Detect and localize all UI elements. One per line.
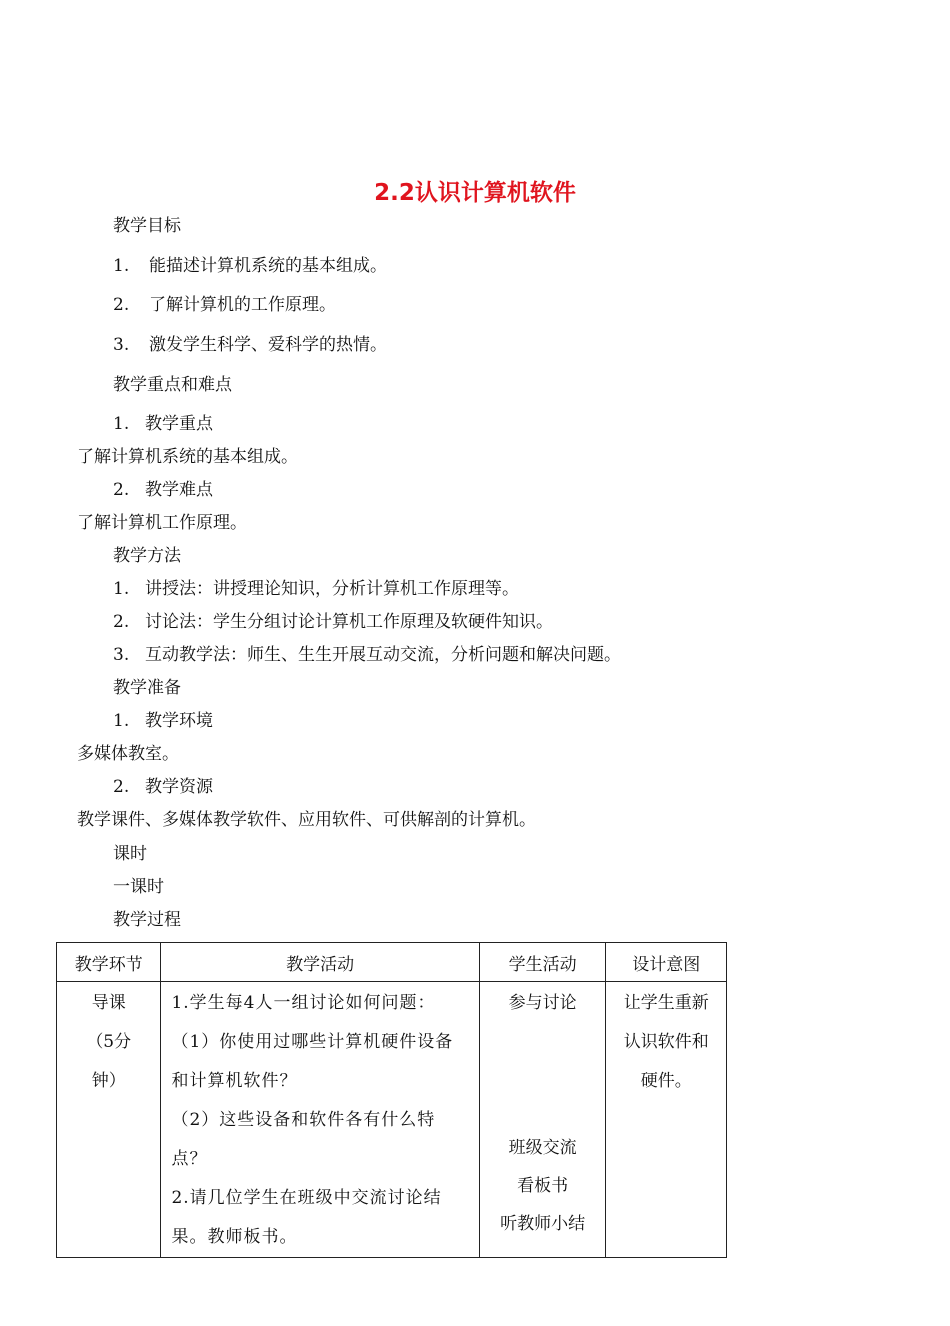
item-number: 1.: [113, 711, 130, 731]
column-header: 教学活动: [161, 943, 479, 982]
item-text: 教学环境: [145, 711, 213, 731]
student-activity-line: 听教师小结: [500, 1214, 586, 1234]
key-point-detail: 了解计算机工作原理。: [77, 513, 247, 533]
stage-cell: [57, 982, 161, 1258]
objective-item: [113, 335, 387, 355]
item-number: 2.: [113, 295, 130, 315]
key-point-label: [113, 414, 213, 434]
item-number: 3.: [113, 335, 130, 355]
stage-line: 钟）: [91, 1071, 126, 1091]
item-number: 1.: [113, 579, 130, 599]
process-table: [56, 942, 727, 1258]
activity-line: （1）你使用过哪些计算机硬件设备: [171, 1032, 454, 1052]
method-item: [113, 579, 519, 599]
item-text: 教学重点: [145, 414, 213, 434]
stage-line: （5分: [86, 1032, 132, 1052]
design-line: 硬件。: [640, 1071, 692, 1091]
design-intent-cell: [606, 982, 727, 1258]
preparation-heading: 教学准备: [113, 678, 181, 698]
design-line: 认识软件和: [623, 1032, 709, 1052]
key-point-detail: 了解计算机系统的基本组成。: [77, 447, 298, 467]
preparation-label: [113, 711, 213, 731]
process-heading: 教学过程: [113, 910, 181, 930]
item-text: 了解计算机的工作原理。: [149, 295, 336, 315]
column-header: 学生活动: [479, 943, 606, 982]
hours-heading: 课时: [113, 844, 147, 864]
activity-line: 1.学生每4人一组讨论如何问题：: [171, 993, 436, 1013]
activity-cell: [161, 982, 479, 1258]
activity-line: 点？: [171, 1149, 208, 1169]
item-text: 讲授法：讲授理论知识，分析计算机工作原理等。: [145, 579, 519, 599]
student-activity-cell: [479, 982, 606, 1258]
activity-line: 和计算机软件？: [171, 1071, 298, 1091]
activity-line: 2.请几位学生在班级中交流讨论结: [171, 1188, 442, 1208]
item-number: 2.: [113, 777, 130, 797]
objective-item: [113, 256, 387, 276]
preparation-detail: 多媒体教室。: [77, 744, 179, 764]
objectives-heading: 教学目标: [113, 216, 181, 236]
item-number: 1.: [113, 414, 130, 434]
student-activity-group: [480, 1129, 606, 1243]
column-header: 设计意图: [606, 943, 727, 982]
hours-value: 一课时: [113, 877, 164, 897]
design-line: 让学生重新: [623, 993, 709, 1013]
preparation-detail: 教学课件、多媒体教学软件、应用软件、可供解剖的计算机。: [77, 810, 536, 830]
item-text: 互动教学法：师生、生生开展互动交流，分析问题和解决问题。: [145, 645, 621, 665]
item-number: 3.: [113, 645, 130, 665]
item-number: 2.: [113, 612, 130, 632]
method-item: [113, 645, 621, 665]
activity-line: 果。教师板书。: [171, 1227, 298, 1247]
methods-heading: 教学方法: [113, 546, 181, 566]
key-point-label: [113, 480, 213, 500]
item-text: 能描述计算机系统的基本组成。: [149, 256, 387, 276]
column-header: 教学环节: [57, 943, 161, 982]
item-number: 1.: [113, 256, 130, 276]
student-activity-line: 参与讨论: [508, 993, 577, 1013]
stage-line: 导课: [91, 993, 126, 1013]
item-number: 2.: [113, 480, 130, 500]
page-title: 2.2认识计算机软件: [374, 180, 576, 206]
preparation-label: [113, 777, 213, 797]
activity-line: （2）这些设备和软件各有什么特: [171, 1110, 436, 1130]
item-text: 教学资源: [145, 777, 213, 797]
student-activity-line: 看板书: [517, 1176, 569, 1196]
item-text: 教学难点: [145, 480, 213, 500]
item-text: 讨论法：学生分组讨论计算机工作原理及软硬件知识。: [145, 612, 553, 632]
table-row: [57, 982, 727, 1258]
objective-item: [113, 295, 336, 315]
student-activity-line: 班级交流: [508, 1138, 577, 1158]
key-points-heading: 教学重点和难点: [113, 375, 232, 395]
item-text: 激发学生科学、爱科学的热情。: [149, 335, 387, 355]
method-item: [113, 612, 553, 632]
table-header-row: [57, 943, 727, 982]
